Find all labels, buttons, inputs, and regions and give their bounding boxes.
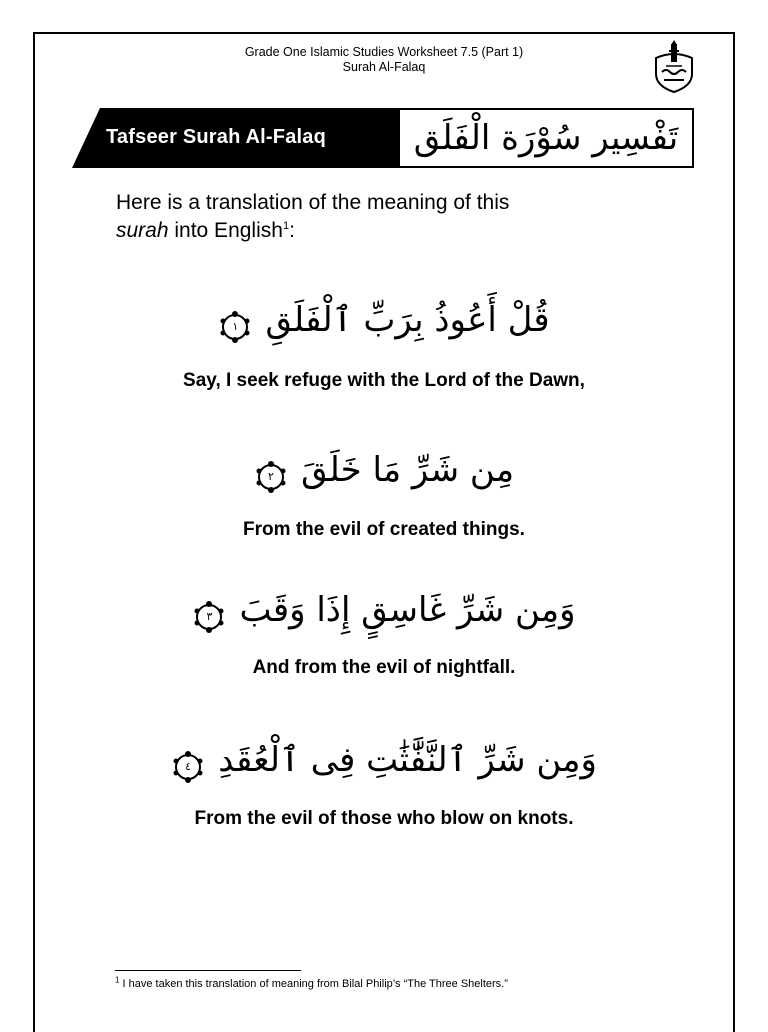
intro-paragraph (116, 189, 636, 245)
footnote-reference: 1 (282, 220, 290, 232)
ayah-4-arabic: وَمِن شَرِّ ٱلنَّفَّٰثَٰتِ فِى ٱلْعُقَدِ (218, 740, 597, 780)
ayah-number-marker (218, 310, 252, 344)
intro-colon: : (289, 219, 295, 242)
title-english: Tafseer Surah Al-Falaq (106, 126, 327, 148)
intro-text: Here is a translation of the meaning of this (116, 191, 510, 214)
footnote-text: I have taken this translation of meaning from Bilal Philip’s “The Three Shelters.” (119, 978, 508, 990)
ayah-3-translation: And from the evil of nightfall. (252, 657, 516, 678)
ayah-2-arabic: مِن شَرِّ مَا خَلَقَ (301, 450, 515, 490)
intro-emphasis: surah (116, 219, 169, 242)
ayah-1 (0, 290, 768, 350)
ayah-4-translation: From the evil of those who blow on knots. (194, 808, 574, 829)
footnote-number: 1 (115, 975, 120, 985)
footnote (115, 975, 508, 990)
ayah-4 (0, 730, 768, 790)
ayah-3 (0, 580, 768, 640)
minaret-shield-logo-icon (652, 40, 696, 94)
ayah-1-arabic: قُلْ أَعُوذُ بِرَبِّ ٱلْفَلَقِ (265, 300, 550, 340)
ayah-3-number: ٣ (206, 609, 213, 623)
ayah-1-number: ١ (232, 319, 239, 333)
ayah-number-marker (254, 460, 288, 494)
ayah-number-marker (171, 750, 205, 784)
intro-text-after: into English (168, 219, 283, 242)
ayah-1-translation: Say, I seek refuge with the Lord of the Dawn, (183, 370, 585, 391)
worksheet-subtitle: Surah Al-Falaq (342, 60, 426, 74)
ayah-2 (0, 440, 768, 500)
title-arabic: تَفْسِير سُوْرَة الْفَلَق (413, 118, 679, 158)
ayah-3-arabic: وَمِن شَرِّ غَاسِقٍ إِذَا وَقَبَ (239, 590, 576, 630)
ayah-2-translation: From the evil of created things. (243, 519, 525, 540)
ayah-number-marker (192, 600, 226, 634)
ayah-2-number: ٢ (268, 469, 274, 483)
ayah-4-number: ٤ (185, 759, 192, 773)
worksheet-title: Grade One Islamic Studies Worksheet 7.5 (Part 1) (244, 45, 524, 59)
footnote-rule (115, 970, 301, 971)
